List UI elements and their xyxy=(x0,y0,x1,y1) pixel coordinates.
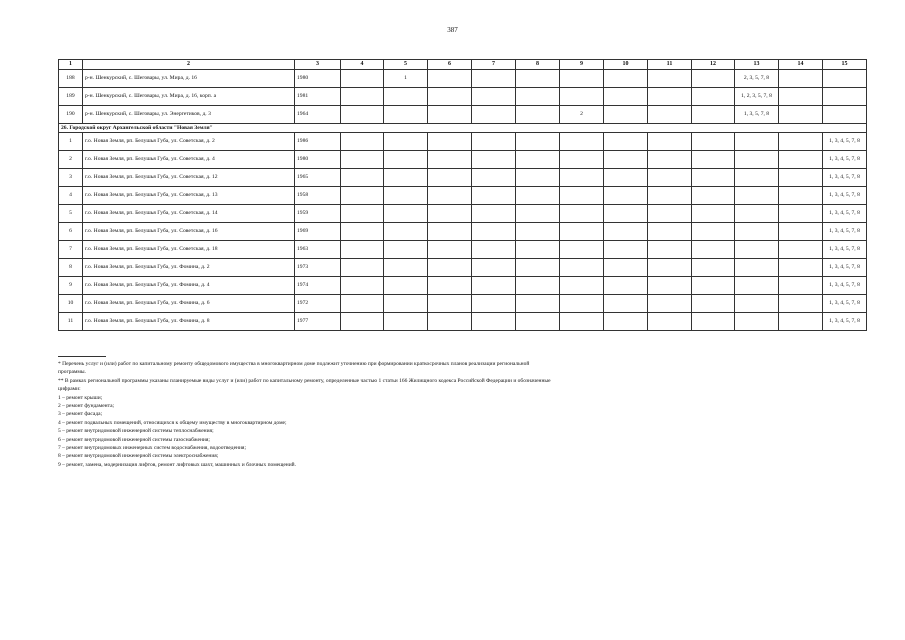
table-cell xyxy=(341,295,384,313)
table-cell xyxy=(692,295,735,313)
table-cell xyxy=(604,313,648,331)
work-types-cell: 1, 3, 4, 5, 7, 8 xyxy=(823,259,867,277)
column-header: 10 xyxy=(604,60,648,70)
address-cell: г.о. Новая Земля, рп. Белушья Губа, ул. Советская, д. 4 xyxy=(83,151,295,169)
work-types-cell: 1, 3, 4, 5, 7, 8 xyxy=(823,151,867,169)
work-types-cell xyxy=(735,313,779,331)
work-types-cell: 1, 2, 3, 5, 7, 8 xyxy=(735,88,779,106)
address-cell: г.о. Новая Земля, рп. Белушья Губа, ул. Советская, д. 12 xyxy=(83,169,295,187)
table-cell xyxy=(560,187,604,205)
table-cell xyxy=(516,313,560,331)
year-cell: 1963 xyxy=(295,241,341,259)
address-cell: г.о. Новая Земля, рп. Белушья Губа, ул. Советская, д. 18 xyxy=(83,241,295,259)
work-types-cell: 1, 3, 4, 5, 7, 8 xyxy=(823,295,867,313)
row-number-cell: 5 xyxy=(59,205,83,223)
work-types-cell: 1, 3, 5, 7, 8 xyxy=(735,106,779,124)
table-cell xyxy=(692,151,735,169)
table-cell xyxy=(692,259,735,277)
table-cell xyxy=(384,313,428,331)
table-cell xyxy=(341,70,384,88)
column-header: 8 xyxy=(516,60,560,70)
table-cell xyxy=(779,133,823,151)
table-cell xyxy=(516,133,560,151)
table-row xyxy=(59,133,867,151)
table-cell xyxy=(692,88,735,106)
table-cell xyxy=(648,223,692,241)
work-types-cell: 1, 3, 4, 5, 7, 8 xyxy=(823,205,867,223)
table-cell xyxy=(648,70,692,88)
table-cell xyxy=(648,259,692,277)
table-row xyxy=(59,313,867,331)
table-cell xyxy=(604,88,648,106)
address-cell: г.о. Новая Земля, рп. Белушья Губа, ул. Фомина, д. 4 xyxy=(83,277,295,295)
table-cell xyxy=(472,295,516,313)
table-cell xyxy=(428,277,472,295)
table-cell xyxy=(472,241,516,259)
table-cell xyxy=(516,205,560,223)
table-cell xyxy=(779,70,823,88)
address-cell: р-н. Шенкурский, с. Шеговары, ул. Энергетиков, д. 3 xyxy=(83,106,295,124)
year-cell: 1958 xyxy=(295,187,341,205)
column-header: 3 xyxy=(295,60,341,70)
table-cell xyxy=(604,106,648,124)
address-cell: р-н. Шенкурский, с. Шеговары, ул. Мира, д. 16, корп. а xyxy=(83,88,295,106)
work-types-cell xyxy=(735,241,779,259)
table-cell xyxy=(341,151,384,169)
footnote-line: 7 – ремонт внутридомовых инженерных систем водоснабжения, водоотведения; xyxy=(58,445,246,452)
table-cell xyxy=(692,187,735,205)
table-cell xyxy=(604,133,648,151)
table-row xyxy=(59,88,867,106)
row-number-cell: 11 xyxy=(59,313,83,331)
work-types-cell xyxy=(735,205,779,223)
footnote-line: 2 – ремонт фундамента; xyxy=(58,403,115,410)
footnote-line: 4 – ремонт подвальных помещений, относящихся к общему имуществу в многоквартирном доме; xyxy=(58,419,287,426)
table-cell xyxy=(648,88,692,106)
row-number-cell: 189 xyxy=(59,88,83,106)
column-header: 12 xyxy=(692,60,735,70)
footnote-line: 6 – ремонт внутридомовой инженерной системы газоснабжения; xyxy=(58,436,210,443)
work-types-cell xyxy=(823,70,867,88)
table-cell xyxy=(604,151,648,169)
column-header: 2 xyxy=(83,60,295,70)
column-header: 4 xyxy=(341,60,384,70)
row-number-cell: 10 xyxy=(59,295,83,313)
table-cell xyxy=(341,88,384,106)
table-cell xyxy=(428,295,472,313)
footnote-line: 1 – ремонт крыши; xyxy=(58,394,103,401)
row-number-cell: 9 xyxy=(59,277,83,295)
table-cell xyxy=(341,106,384,124)
table-cell xyxy=(604,241,648,259)
column-header: 15 xyxy=(823,60,867,70)
table-cell xyxy=(472,313,516,331)
year-cell: 1986 xyxy=(295,133,341,151)
table-cell xyxy=(428,169,472,187)
table-cell xyxy=(384,106,428,124)
table-cell xyxy=(384,295,428,313)
table-cell xyxy=(648,169,692,187)
address-cell: г.о. Новая Земля, рп. Белушья Губа, ул. Фомина, д. 8 xyxy=(83,313,295,331)
work-types-cell xyxy=(735,133,779,151)
column-header: 6 xyxy=(428,60,472,70)
page-number: 387 xyxy=(447,26,458,34)
table-cell xyxy=(472,277,516,295)
table-cell xyxy=(604,187,648,205)
address-cell: г.о. Новая Земля, рп. Белушья Губа, ул. Фомина, д. 6 xyxy=(83,295,295,313)
table-cell xyxy=(472,133,516,151)
table-cell xyxy=(428,241,472,259)
table-cell xyxy=(779,223,823,241)
year-cell: 1959 xyxy=(295,205,341,223)
year-cell: 1980 xyxy=(295,151,341,169)
table-cell xyxy=(428,187,472,205)
work-types-cell xyxy=(735,151,779,169)
table-cell xyxy=(692,241,735,259)
table-cell xyxy=(384,151,428,169)
table-row xyxy=(59,151,867,169)
column-header: 1 xyxy=(59,60,83,70)
table-cell xyxy=(341,133,384,151)
table-cell: 1 xyxy=(384,70,428,88)
table-cell xyxy=(560,277,604,295)
year-cell: 1969 xyxy=(295,223,341,241)
table-cell xyxy=(472,70,516,88)
table-cell xyxy=(648,133,692,151)
work-types-cell: 1, 3, 4, 5, 7, 8 xyxy=(823,169,867,187)
year-cell: 1977 xyxy=(295,313,341,331)
year-cell: 1964 xyxy=(295,106,341,124)
table-cell xyxy=(341,277,384,295)
table-row xyxy=(59,70,867,88)
address-cell: г.о. Новая Земля, рп. Белушья Губа, ул. Фомина, д. 2 xyxy=(83,259,295,277)
table-cell xyxy=(384,205,428,223)
work-types-cell: 1, 3, 4, 5, 7, 8 xyxy=(823,241,867,259)
table-cell xyxy=(692,106,735,124)
table-cell xyxy=(472,205,516,223)
table-cell xyxy=(384,259,428,277)
table-cell xyxy=(428,259,472,277)
table-row xyxy=(59,205,867,223)
table-cell xyxy=(516,106,560,124)
table-cell xyxy=(779,151,823,169)
table-cell xyxy=(472,223,516,241)
address-cell: р-н. Шенкурский, с. Шеговары, ул. Мира, д. 16 xyxy=(83,70,295,88)
address-cell: г.о. Новая Земля, рп. Белушья Губа, ул. Советская, д. 16 xyxy=(83,223,295,241)
table-cell xyxy=(428,106,472,124)
table-cell xyxy=(648,205,692,223)
table-cell xyxy=(779,106,823,124)
work-types-cell: 1, 3, 4, 5, 7, 8 xyxy=(823,187,867,205)
work-types-cell xyxy=(823,88,867,106)
row-number-cell: 2 xyxy=(59,151,83,169)
table-cell xyxy=(516,187,560,205)
table-cell xyxy=(516,295,560,313)
table-cell xyxy=(779,205,823,223)
table-cell xyxy=(472,169,516,187)
table-cell xyxy=(472,88,516,106)
footnote-line: цифрами: xyxy=(58,386,81,393)
table-cell xyxy=(648,241,692,259)
table-cell xyxy=(560,88,604,106)
work-types-cell: 1, 3, 4, 5, 7, 8 xyxy=(823,313,867,331)
table-cell xyxy=(648,187,692,205)
work-types-cell xyxy=(735,169,779,187)
table-cell xyxy=(692,70,735,88)
row-number-cell: 1 xyxy=(59,133,83,151)
work-types-cell xyxy=(735,277,779,295)
table-cell xyxy=(779,241,823,259)
work-types-cell xyxy=(735,295,779,313)
table-cell xyxy=(341,259,384,277)
table-cell xyxy=(428,151,472,169)
table-cell xyxy=(604,223,648,241)
row-number-cell: 4 xyxy=(59,187,83,205)
table-cell xyxy=(604,169,648,187)
address-cell: г.о. Новая Земля, рп. Белушья Губа, ул. Советская, д. 14 xyxy=(83,205,295,223)
footnote-line: ** В рамках региональной программы указаны планируемые виды услуг и (или) работ по капитальному ремонту, определенные частью 1 статьи 166 Жилищного кодекса Российской Федерации и обозначенные xyxy=(58,377,551,384)
column-header: 5 xyxy=(384,60,428,70)
table-cell xyxy=(692,277,735,295)
table-cell xyxy=(472,259,516,277)
work-types-cell xyxy=(735,187,779,205)
table-cell xyxy=(384,169,428,187)
year-cell: 1981 xyxy=(295,88,341,106)
table-cell xyxy=(341,313,384,331)
table-cell xyxy=(779,259,823,277)
work-types-cell: 1, 3, 4, 5, 7, 8 xyxy=(823,133,867,151)
row-number-cell: 188 xyxy=(59,70,83,88)
table-cell xyxy=(428,133,472,151)
table-cell xyxy=(692,205,735,223)
table-cell xyxy=(560,151,604,169)
table-cell xyxy=(341,223,384,241)
table-cell xyxy=(428,88,472,106)
table-cell xyxy=(472,151,516,169)
table-cell xyxy=(384,187,428,205)
section-title: 26. Городской округ Архангельской области "Новая Земля" xyxy=(59,124,867,133)
table-cell xyxy=(516,223,560,241)
table-cell xyxy=(428,313,472,331)
work-types-cell xyxy=(823,106,867,124)
table-row xyxy=(59,187,867,205)
row-number-cell: 8 xyxy=(59,259,83,277)
table-cell xyxy=(516,277,560,295)
table-cell xyxy=(560,205,604,223)
table-cell xyxy=(604,259,648,277)
work-types-cell xyxy=(735,223,779,241)
footnote-line: 9 – ремонт, замена, модернизация лифтов, ремонт лифтовых шахт, машинных и блочных помещений. xyxy=(58,461,297,468)
address-cell: г.о. Новая Земля, рп. Белушья Губа, ул. Советская, д. 2 xyxy=(83,133,295,151)
year-cell: 1965 xyxy=(295,169,341,187)
table-row xyxy=(59,106,867,124)
year-cell: 1974 xyxy=(295,277,341,295)
table-cell xyxy=(604,277,648,295)
table-row xyxy=(59,169,867,187)
table-cell xyxy=(648,295,692,313)
work-types-cell: 1, 3, 4, 5, 7, 8 xyxy=(823,223,867,241)
column-header: 11 xyxy=(648,60,692,70)
table-cell xyxy=(560,295,604,313)
table-cell xyxy=(472,106,516,124)
work-types-cell: 2, 3, 5, 7, 8 xyxy=(735,70,779,88)
year-cell: 1973 xyxy=(295,259,341,277)
table-cell xyxy=(384,277,428,295)
table-row xyxy=(59,295,867,313)
table-cell xyxy=(516,259,560,277)
table-cell xyxy=(560,313,604,331)
table-cell xyxy=(692,223,735,241)
table-cell xyxy=(384,88,428,106)
table-cell xyxy=(779,88,823,106)
table-cell xyxy=(648,151,692,169)
table-cell xyxy=(648,313,692,331)
table-cell xyxy=(648,106,692,124)
column-header: 14 xyxy=(779,60,823,70)
footnote-line: 3 – ремонт фасада; xyxy=(58,411,103,418)
column-header: 9 xyxy=(560,60,604,70)
footnote-separator xyxy=(58,356,106,357)
table-cell xyxy=(779,277,823,295)
table-row xyxy=(59,241,867,259)
table-cell xyxy=(516,169,560,187)
work-types-cell: 1, 3, 4, 5, 7, 8 xyxy=(823,277,867,295)
table-header xyxy=(59,60,867,70)
table-cell xyxy=(560,133,604,151)
table-cell xyxy=(428,223,472,241)
table-cell xyxy=(384,133,428,151)
table-cell xyxy=(692,169,735,187)
table-row xyxy=(59,259,867,277)
column-header: 13 xyxy=(735,60,779,70)
work-types-cell xyxy=(735,259,779,277)
table-cell xyxy=(516,70,560,88)
table-cell xyxy=(779,295,823,313)
table-cell xyxy=(779,187,823,205)
column-header: 7 xyxy=(472,60,516,70)
table-cell xyxy=(779,169,823,187)
table-cell xyxy=(779,313,823,331)
table-cell xyxy=(560,70,604,88)
table-cell xyxy=(341,187,384,205)
table-row xyxy=(59,223,867,241)
footnote-line: 8 – ремонт внутридомовой инженерной системы электроснабжения; xyxy=(58,453,219,460)
row-number-cell: 6 xyxy=(59,223,83,241)
table-cell xyxy=(428,70,472,88)
table-cell xyxy=(428,205,472,223)
table-cell xyxy=(560,259,604,277)
table-cell xyxy=(648,277,692,295)
footnote-line: * Перечень услуг и (или) работ по капитальному ремонту общедомового имущества в многоквартирном доме подлежит уточнению при формировании краткосрочных планов реализации региональной xyxy=(58,361,530,367)
table-cell xyxy=(560,223,604,241)
table-cell: 2 xyxy=(560,106,604,124)
table-cell xyxy=(341,205,384,223)
row-number-cell: 7 xyxy=(59,241,83,259)
table-cell xyxy=(341,241,384,259)
year-cell: 1980 xyxy=(295,70,341,88)
table-cell xyxy=(384,241,428,259)
footnotes xyxy=(58,356,818,469)
table-cell xyxy=(384,223,428,241)
table-cell xyxy=(516,151,560,169)
footnote-line: 5 – ремонт внутридомовой инженерной системы теплоснабжения; xyxy=(58,428,214,435)
table-cell xyxy=(692,313,735,331)
table-row xyxy=(59,277,867,295)
table-cell xyxy=(516,88,560,106)
footnote-line: программы. xyxy=(58,369,86,376)
table-cell xyxy=(560,169,604,187)
table-cell xyxy=(604,295,648,313)
row-number-cell: 3 xyxy=(59,169,83,187)
capital-repair-table xyxy=(58,59,867,331)
section-row xyxy=(59,124,867,133)
table-cell xyxy=(692,133,735,151)
table-cell xyxy=(560,241,604,259)
table-cell xyxy=(604,205,648,223)
table-cell xyxy=(472,187,516,205)
table-cell xyxy=(604,70,648,88)
address-cell: г.о. Новая Земля, рп. Белушья Губа, ул. Советская, д. 13 xyxy=(83,187,295,205)
table-cell xyxy=(516,241,560,259)
table-cell xyxy=(341,169,384,187)
year-cell: 1972 xyxy=(295,295,341,313)
row-number-cell: 190 xyxy=(59,106,83,124)
